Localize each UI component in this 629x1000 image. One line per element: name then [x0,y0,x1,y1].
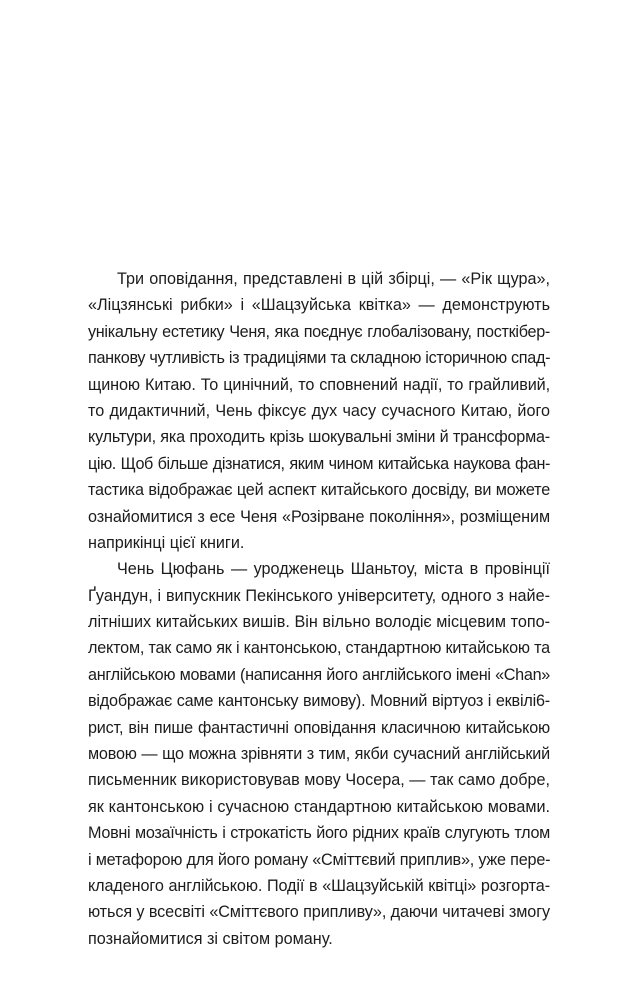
text-line: письменник використовував мову Чосера, — так само добре, [88,771,550,790]
text-line: ознайомитися з есе Ченя «Розірване покоління», розміщеним [88,507,550,526]
text-line: і метафорою для його роману «Сміттєвий приплив», уже пере- [88,850,551,869]
text-line: літніших китайських вишів. Він вільно володіє місцевим топо- [88,613,550,632]
text-line: цію. Щоб більше дізнатися, яким чином китайська наукова фан- [88,454,550,473]
text-line: англійською мовами (написання його англійського імені «Chan» [88,665,550,684]
text-line: Ґуандун, і випускник Пекінського університету, одного з найе- [88,586,550,605]
text-line: щиною Китаю. То цинічний, то сповнений надії, то грайливий, [88,375,550,394]
body-text [88,266,550,952]
text-line: як кантонською і сучасною стандартною китайською мовами. [88,797,550,816]
text-line: Чень Цюфань — уродженець Шаньтоу, міста в провінції [117,560,550,579]
text-line: наприкінці цієї книги. [88,533,245,552]
text-line: панкову чутливість із традиціями та складною історичною спад- [88,349,551,368]
text-line: рист, він пише фантастичні оповідання класичною китайською [88,718,550,737]
text-line: культури, яка проходить крізь шокувальні зміни й трансформа- [88,428,550,447]
text-line: кладеного англійською. Події в «Шацзуйській квітці» розгорта- [88,876,550,895]
text-line: «Ліцзянські рибки» і «Шацзуйська квітка» — демонструють [88,296,550,315]
text-line: лектом, так само як і кантонською, стандартною китайською та [88,639,550,658]
text-line: ються у всесвіті «Сміттєвого припливу», даючи читачеві змогу [88,903,550,922]
text-line: відображає саме кантонську вимову). Мовний віртуоз і еквілі6- [88,692,550,711]
text-line: то дидактичний, Чень фіксує дух часу сучасного Китаю, його [88,401,550,420]
text-line: познайомитися зі світом роману. [88,929,333,948]
text-line: унікальну естетику Ченя, яка поєднує глобалізовану, посткібер- [88,322,550,341]
paragraph-2 [88,556,550,952]
text-line: тастика відображає цей аспект китайського досвіду, ви можете [88,481,550,500]
text-line: Мовні мозаїчність і строкатість його рідних країв слугують тлом [88,824,550,843]
paragraph-1 [88,266,550,556]
text-line: Три оповідання, представлені в цій збірці, — «Рік щура», [117,270,550,288]
text-line: мовою — що можна зрівняти з тим, якби сучасний англійський [88,745,550,764]
